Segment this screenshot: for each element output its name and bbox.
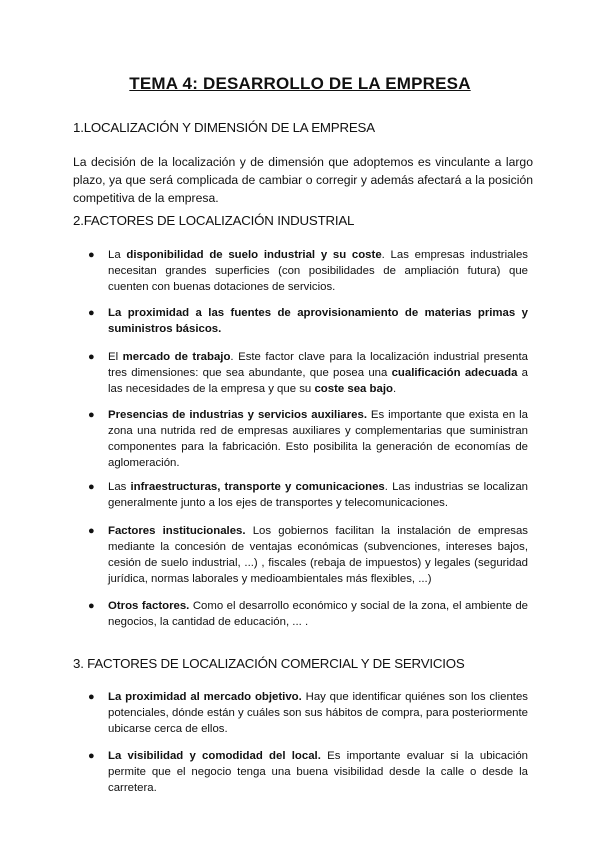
list-item: ● Otros factores. Como el desarrollo económico y social de la zona, el ambiente de negocios, la cantidad de educación, ... . — [88, 600, 528, 628]
list-item: ● Las infraestructuras, transporte y comunicaciones. Las industrias se localizan generalmente junto a los ejes de transportes y telecomunicaciones. — [88, 481, 529, 509]
list-item: ● Factores institucionales. Los gobiernos facilitan la instalación de empresas mediante la concesión de ventajas económicas (subvenciones, intereses bajos, cesión de suelo industrial, ...) , fiscales (rebaja de impuestos) y legales (seguridad jurídica, normas laborales y medioambientales más flexibles, ...) — [88, 525, 529, 585]
bullet-icon: ● — [88, 481, 95, 493]
bullet-icon: ● — [88, 351, 95, 363]
bullet-icon: ● — [88, 750, 95, 762]
bullet-icon: ● — [88, 249, 95, 261]
bullet-icon: ● — [88, 691, 95, 703]
bullet-icon: ● — [88, 525, 95, 537]
bullet-icon: ● — [88, 307, 95, 319]
list-item: ● La proximidad a las fuentes de aprovisionamiento de materias primas y suministros básicos. — [88, 307, 528, 335]
list-item: ● La proximidad al mercado objetivo. Hay que identificar quiénes son los clientes potenciales, dónde están y cuáles son sus hábitos de compra, para posteriormente ubicarse cerca de ellos. — [88, 691, 528, 735]
section-1-heading: 1.LOCALIZACIÓN Y DIMENSIÓN DE LA EMPRESA — [73, 120, 375, 135]
list-item: ● El mercado de trabajo. Este factor clave para la localización industrial presenta tres dimensiones: que sea abundante, que posea una cualificación adecuada a las necesidades de la empresa y que su coste sea bajo. — [88, 351, 528, 395]
page-title: TEMA 4: DESARROLLO DE LA EMPRESA — [129, 74, 471, 93]
bullet-icon: ● — [88, 600, 95, 612]
section-3-heading: 3. FACTORES DE LOCALIZACIÓN COMERCIAL Y DE SERVICIOS — [73, 656, 465, 671]
bullet-icon: ● — [88, 409, 95, 421]
section-1-paragraph: La decisión de la localización y de dimensión que adoptemos es vinculante a largo plazo, ya que será complicada de cambiar o corregir y además afectará a la posición competitiva de la empresa. — [73, 155, 533, 205]
section-2-heading: 2.FACTORES DE LOCALIZACIÓN INDUSTRIAL — [73, 213, 355, 228]
list-item: ● La disponibilidad de suelo industrial y su coste. Las empresas industriales necesitan grandes superficies (con posibilidades de ampliación futura) que cuenten con buenas dotaciones de servicios. — [88, 249, 528, 293]
list-item: ● Presencias de industrias y servicios auxiliares. Es importante que exista en la zona una nutrida red de empresas auxiliares y complementarias que suministran componentes para la fabricación. Esto posibilita la generación de economías de aglomeración. — [88, 409, 528, 469]
list-item: ● La visibilidad y comodidad del local. Es importante evaluar si la ubicación permite que el negocio tenga una buena visibilidad desde la calle o desde la carretera. — [88, 750, 529, 794]
